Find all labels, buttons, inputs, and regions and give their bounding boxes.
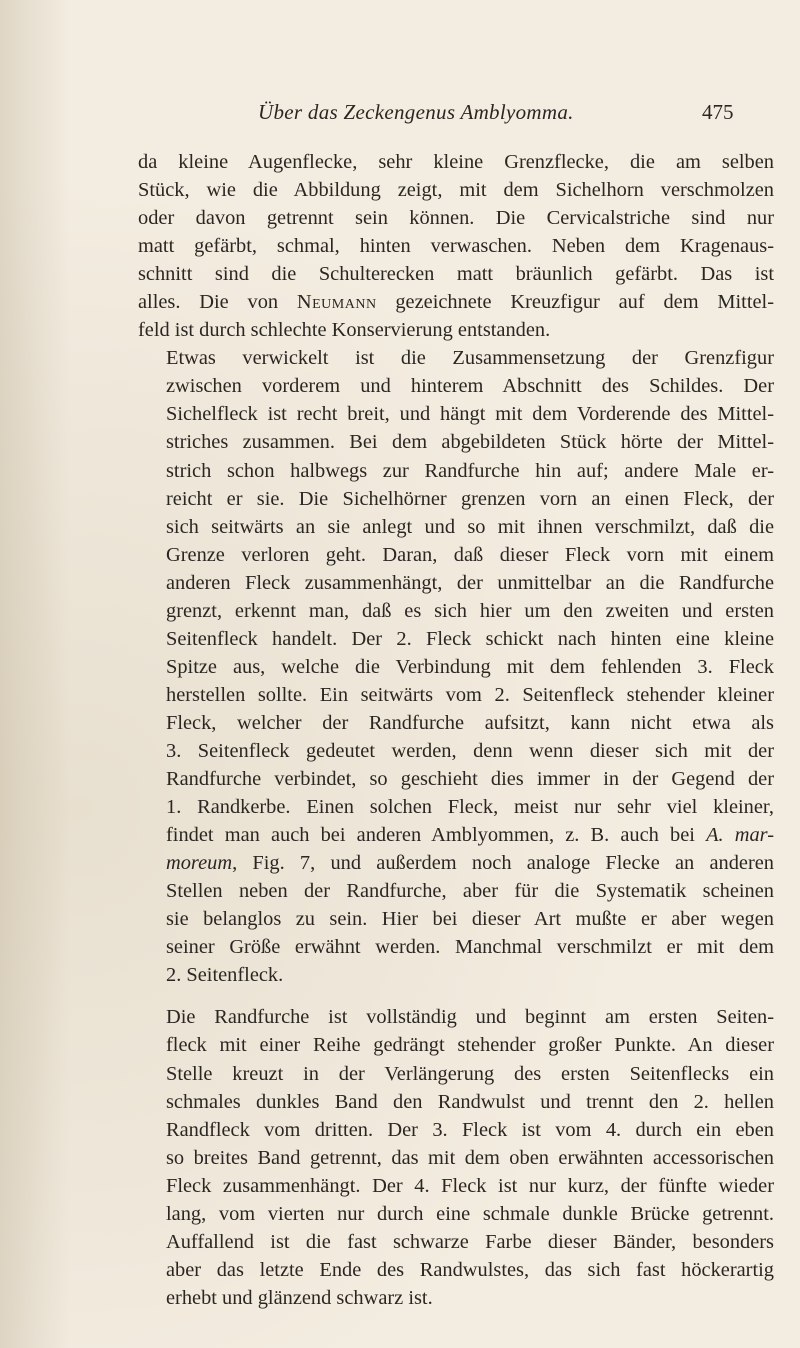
text-line: moreum, Fig. 7, und außerdem noch analoge Flecke an anderen [166,852,774,875]
text-line: sie belanglos zu sein. Hier bei dieser Art mußte er aber wegen [166,908,774,931]
text-line: Grenze verloren geht. Daran, daß dieser Fleck vorn mit einem [166,543,774,566]
text-line: matt gefärbt, schmal, hinten verwaschen. Neben dem Kragenaus- [138,235,774,258]
text-line: grenzt, erkennt man, daß es sich hier um den zweiten und ersten [166,599,774,622]
text-line: Auffallend ist die fast schwarze Farbe dieser Bänder, besonders [166,1230,774,1253]
text-line: alles. Die von Neumann gezeichnete Kreuzfigur auf dem Mittel- [138,291,774,314]
running-head: Über das Zeckengenus Amblyomma. [258,100,574,124]
body-text [138,148,774,1312]
text-line: Etwas verwickelt ist die Zusammensetzung der Grenzfigur [166,347,774,370]
text-line: anderen Fleck zusammenhängt, der unmittelbar an die Randfurche [166,571,774,594]
paragraph [138,148,774,344]
text-line: schmales dunkles Band den Randwulst und trennt den 2. hellen [166,1090,774,1113]
text-line: Stück, wie die Abbildung zeigt, mit dem Sichelhorn verschmolzen [138,179,774,202]
text-line: Die Randfurche ist vollständig und beginnt am ersten Seiten- [166,1006,774,1029]
text-line: aber das letzte Ende des Randwulstes, das sich fast höckerartig [166,1258,774,1281]
text-line: lang, vom vierten nur durch eine schmale dunkle Brücke getrennt. [166,1202,774,1225]
text-line: strich schon halbwegs zur Randfurche hin auf; andere Male er- [166,459,774,482]
text-line: Stellen neben der Randfurche, aber für die Systematik scheinen [166,880,774,903]
text-line: erhebt und glänzend schwarz ist. [166,1286,433,1309]
text-line: so breites Band getrennt, das mit dem oben erwähnten accessorischen [166,1146,774,1169]
text-line: striches zusammen. Bei dem abgebildeten Stück hörte der Mittel- [166,431,774,454]
paragraph [138,1003,774,1312]
text-line: 3. Seitenfleck gedeutet werden, denn wenn dieser sich mit der [166,739,774,762]
text-line: 2. Seitenfleck. [166,964,284,987]
text-line: Sichelfleck ist recht breit, und hängt mit dem Vorderende des Mittel- [166,403,774,426]
text-line: fleck mit einer Reihe gedrängt stehender großer Punkte. An dieser [166,1034,774,1057]
page-number: 475 [702,100,734,124]
text-line: feld ist durch schlechte Konservierung entstanden. [138,319,551,342]
text-line: oder davon getrennt sein können. Die Cervicalstriche sind nur [138,207,774,230]
text-line: reicht er sie. Die Sichelhörner grenzen vorn an einen Fleck, der [166,487,774,510]
text-line: Fleck, welcher der Randfurche aufsitzt, kann nicht etwa als [166,711,774,734]
text-line: Randfleck vom dritten. Der 3. Fleck ist vom 4. durch ein eben [166,1118,774,1141]
text-line: Stelle kreuzt in der Verlängerung des ersten Seitenflecks ein [166,1062,774,1085]
paragraph [138,344,774,989]
text-line: findet man auch bei anderen Amblyommen, z. B. auch bei A. mar- [166,824,774,847]
text-line: Fleck zusammenhängt. Der 4. Fleck ist nur kurz, der fünfte wieder [166,1174,774,1197]
text-line: sich seitwärts an sie anlegt und so mit ihnen verschmilzt, daß die [166,515,774,538]
text-line: zwischen vorderem und hinterem Abschnitt des Schildes. Der [166,375,774,398]
text-line: herstellen sollte. Ein seitwärts vom 2. Seitenfleck stehender kleiner [166,683,774,706]
text-line: 1. Randkerbe. Einen solchen Fleck, meist nur sehr viel kleiner, [166,796,774,819]
text-line: seiner Größe erwähnt werden. Manchmal verschmilzt er mit dem [166,936,774,959]
text-line: Randfurche verbindet, so geschieht dies immer in der Gegend der [166,768,774,791]
text-line: da kleine Augenflecke, sehr kleine Grenzflecke, die am selben [138,151,774,173]
text-line: schnitt sind die Schulterecken matt bräunlich gefärbt. Das ist [138,263,774,286]
text-line: Spitze aus, welche die Verbindung mit dem fehlenden 3. Fleck [166,655,774,678]
page-header [0,100,800,130]
text-line: Seitenfleck handelt. Der 2. Fleck schickt nach hinten eine kleine [166,627,774,650]
